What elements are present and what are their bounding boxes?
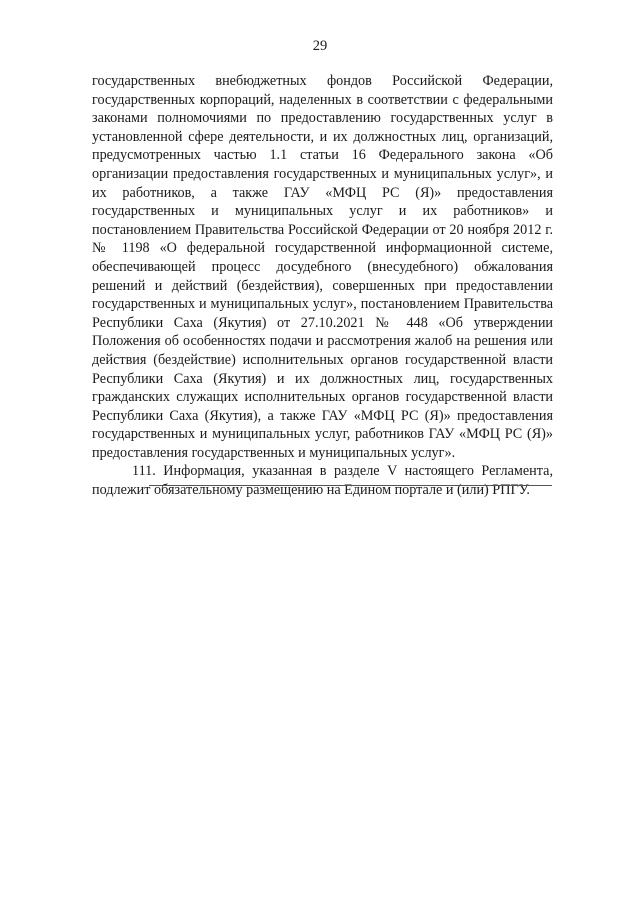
paragraph-111: 111. Информация, указанная в разделе V настоящего Регламента, подлежит обязательному размещению на Едином портале и (или) РПГУ. [92, 463, 553, 499]
paragraph-continued: государственных внебюджетных фондов Российской Федерации, государственных корпораций, наделенных в соответствии с федеральными законами полномочиями по предоставлению государственных услуг в установленной сфере деятельности, и их должностных лиц, организаций, предусмотренных частью 1.1 статьи 16 Федерального закона «Об организации предоставления государственных и муниципальных услуг», и их работников, а также ГАУ «МФЦ РС (Я)» предоставления государственных и муниципальных услуг и их работников» и постановлением Правительства Российской Федерации от 20 ноября 2012 г. № 1198 «О федеральной государственной информационной системе, обеспечивающей процесс досудебного (внесудебного) обжалования решений и действий (бездействия), совершенных при предоставлении государственных и муниципальных услуг», постановлением Правительства Республики Саха (Якутия) от 27.10.2021 № 448 «Об утверждении Положения об особенностях подачи и рассмотрения жалоб на решения или действия (бездействие) исполнительных органов государственной власти Республики Саха (Якутия) и их должностных лиц, государственных гражданских служащих исполнительных органов государственной власти Республики Саха (Якутия), а также ГАУ «МФЦ РС (Я)» предоставления государственных и муниципальных услуг, работников ГАУ «МФЦ РС (Я)» предоставления государственных и муниципальных услуг». [92, 73, 553, 461]
page-number: 29 [312, 38, 328, 54]
document-body [92, 72, 553, 500]
end-separator-line [149, 485, 552, 486]
